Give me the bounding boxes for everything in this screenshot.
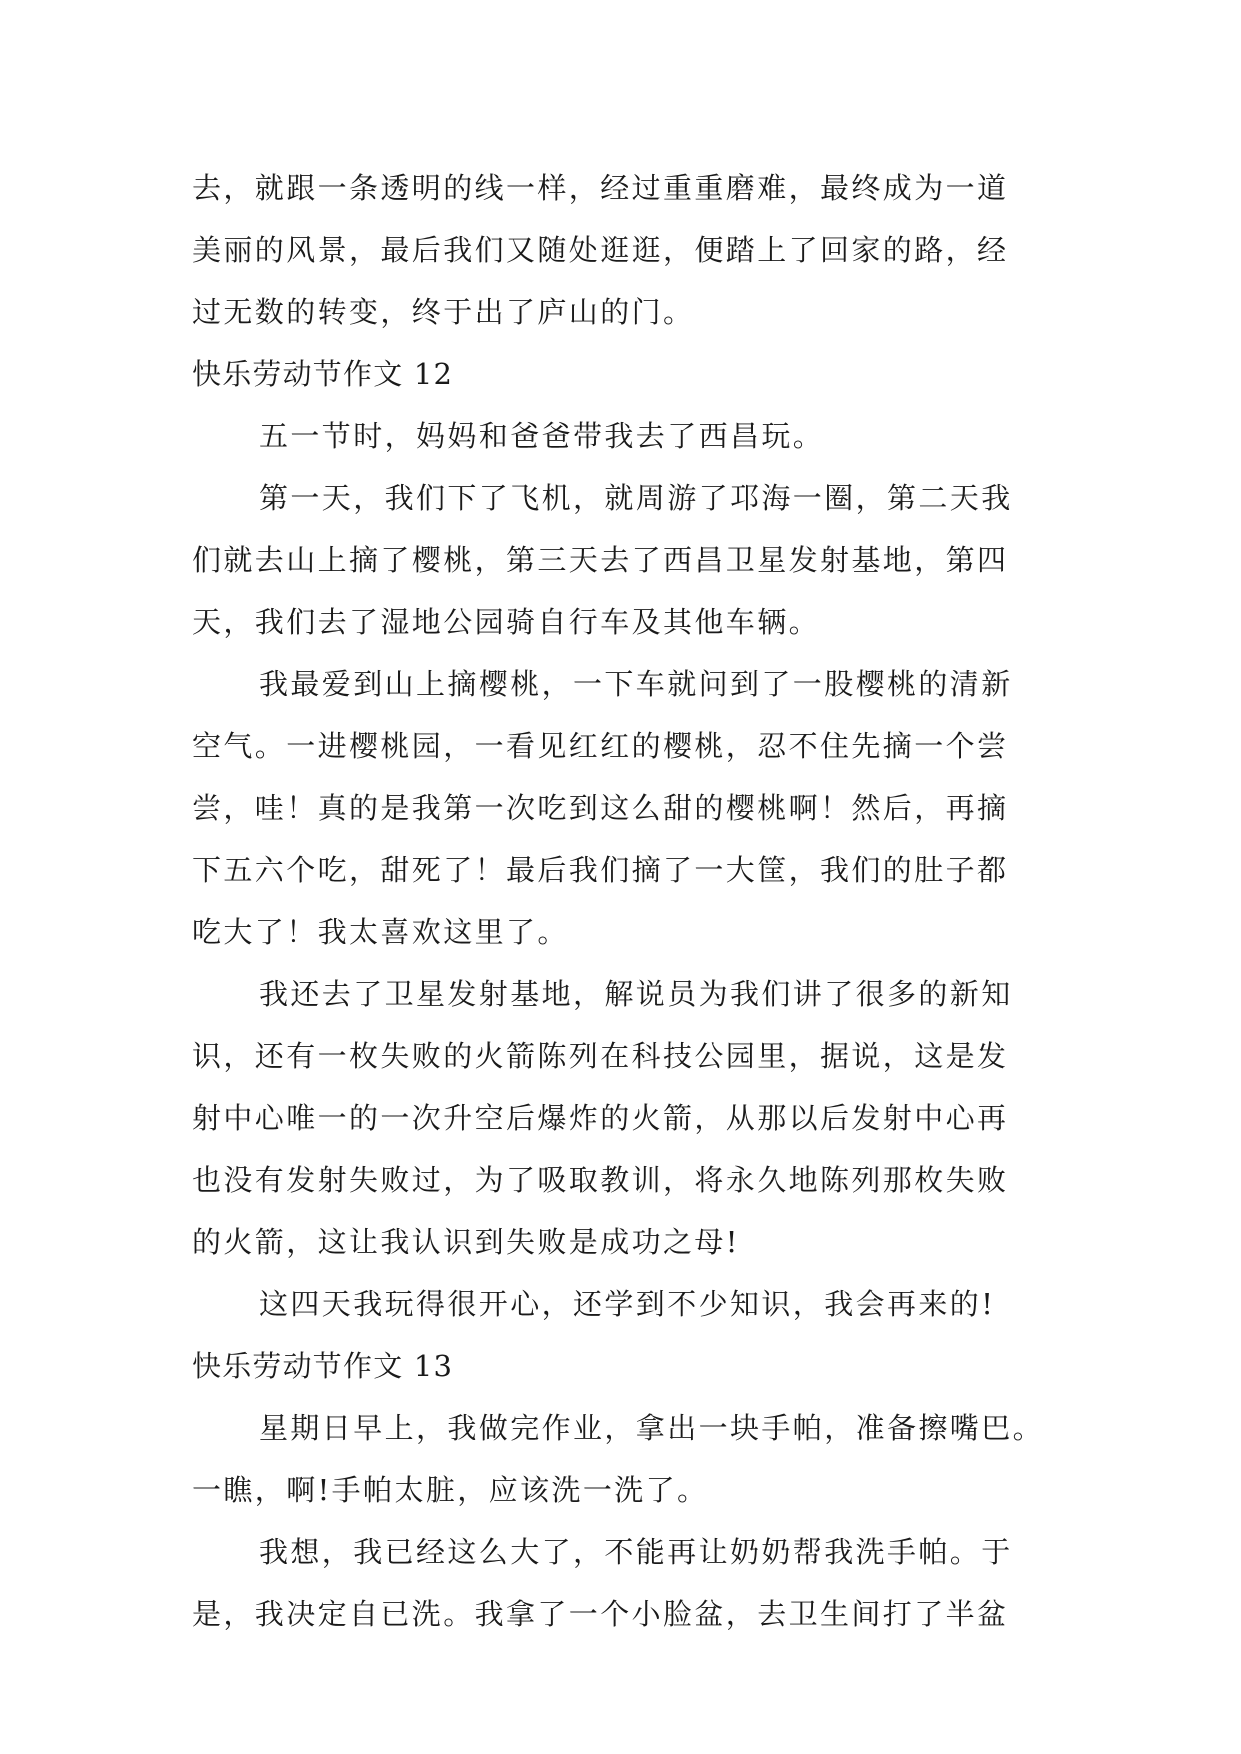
essay-title-13: 快乐劳动节作文 13 — [192, 1349, 454, 1383]
paragraph-first-line: 我想，我已经这么大了，不能再让奶奶帮我洗手帕。于 — [259, 1535, 1013, 1569]
paragraph-line: 识，还有一枚失败的火箭陈列在科技公园里，据说，这是发 — [192, 1039, 1009, 1073]
paragraph-line: 们就去山上摘了樱桃，第三天去了西昌卫星发射基地，第四 — [192, 543, 1009, 577]
paragraph-first-line: 我最爱到山上摘樱桃，一下车就问到了一股樱桃的清新 — [259, 667, 1013, 701]
document-body — [192, 157, 1052, 1645]
paragraph-first-line: 我还去了卫星发射基地，解说员为我们讲了很多的新知 — [259, 977, 1013, 1011]
paragraph-line: 一瞧，啊!手帕太脏，应该洗一洗了。 — [192, 1473, 709, 1507]
paragraph-line: 天，我们去了湿地公园骑自行车及其他车辆。 — [192, 605, 821, 639]
paragraph-first-line: 星期日早上，我做完作业，拿出一块手帕，准备擦嘴巴。 — [259, 1411, 1045, 1445]
paragraph-line: 过无数的转变，终于出了庐山的门。 — [192, 295, 695, 329]
paragraph-line: 是，我决定自已洗。我拿了一个小脸盆，去卫生间打了半盆 — [192, 1597, 1009, 1631]
paragraph-line: 去，就跟一条透明的线一样，经过重重磨难，最终成为一道 — [192, 171, 1009, 205]
paragraph-line: 尝，哇！真的是我第一次吃到这么甜的樱桃啊！然后，再摘 — [192, 791, 1009, 825]
paragraph-first-line: 五一节时，妈妈和爸爸带我去了西昌玩。 — [259, 419, 825, 453]
paragraph-line: 下五六个吃，甜死了！最后我们摘了一大筐，我们的肚子都 — [192, 853, 1009, 887]
paragraph-line: 也没有发射失败过，为了吸取教训，将永久地陈列那枚失败 — [192, 1163, 1009, 1197]
paragraph-line: 空气。一进樱桃园，一看见红红的樱桃，忍不住先摘一个尝 — [192, 729, 1009, 763]
paragraph-line: 美丽的风景，最后我们又随处逛逛，便踏上了回家的路，经 — [192, 233, 1009, 267]
paragraph-line: 吃大了！我太喜欢这里了。 — [192, 915, 569, 949]
paragraph-line: 的火箭，这让我认识到失败是成功之母! — [192, 1225, 740, 1259]
paragraph-line: 射中心唯一的一次升空后爆炸的火箭，从那以后发射中心再 — [192, 1101, 1009, 1135]
paragraph-first-line: 这四天我玩得很开心，还学到不少知识，我会再来的! — [259, 1287, 996, 1321]
paragraph-first-line: 第一天，我们下了飞机，就周游了邛海一圈，第二天我 — [259, 481, 1013, 515]
essay-title-12: 快乐劳动节作文 12 — [192, 357, 454, 391]
